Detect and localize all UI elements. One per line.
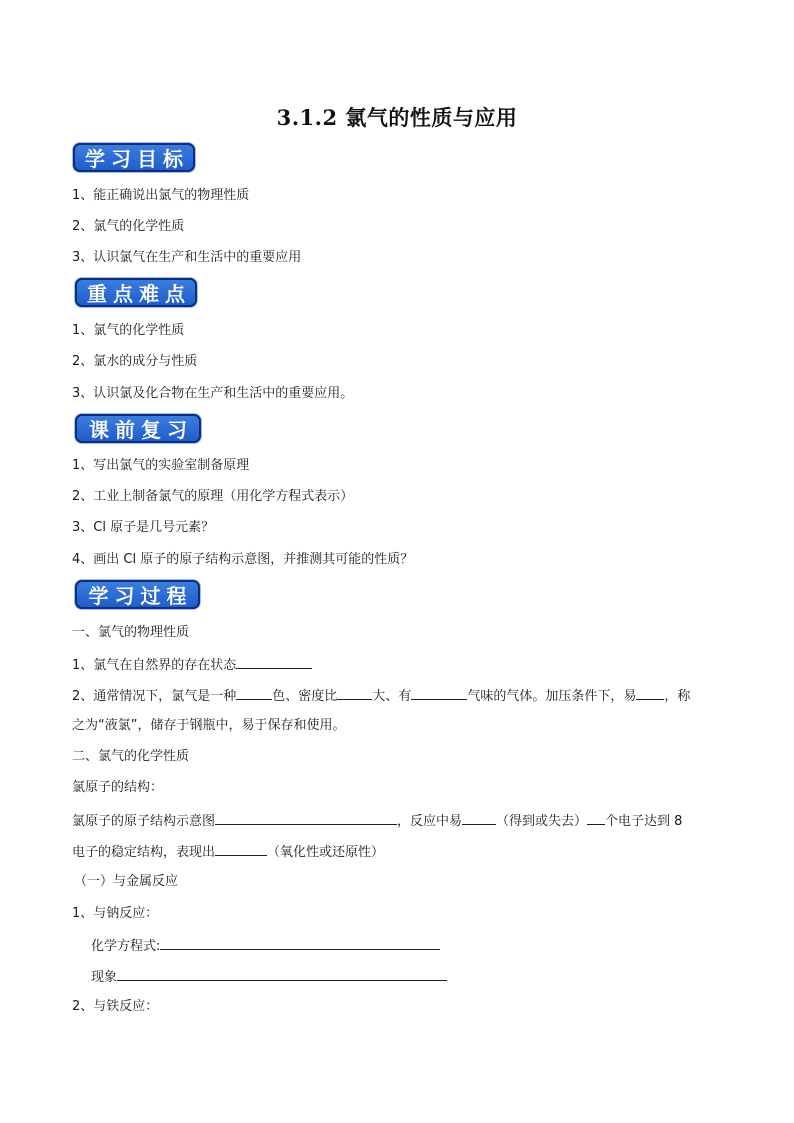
page-title: 3.1.2 氯气的性质与应用 [276,105,518,130]
question-text: 电子的稳定结构，表现出 [72,845,216,860]
question-text: 色、密度比 [272,689,338,704]
objective-item: 3、认识氯气在生产和生活中的重要应用 [72,250,302,265]
reaction-title: 2、与铁反应： [72,999,159,1014]
question-text: ，反应中易 [397,814,463,829]
answer-blank[interactable] [236,655,312,669]
part-title: 二、氯气的化学性质 [72,749,190,764]
physical-state-question [72,655,312,675]
question-text: 氯原子的原子结构示意图 [72,814,216,829]
answer-blank[interactable] [337,686,372,700]
section-badge-process: 学习过程 [75,580,200,609]
question-text: （得到或失去） [496,814,588,829]
answer-blank[interactable] [636,686,664,700]
part-title: 一、氯气的物理性质 [72,625,190,640]
answer-blank[interactable] [411,686,467,700]
answer-blank[interactable] [215,842,267,856]
answer-blank[interactable] [236,686,272,700]
key-point-item: 3、认识氯及化合物在生产和生活中的重要应用。 [72,386,354,401]
question-text: 1、氯气在自然界的存在状态 [72,658,237,673]
answer-blank[interactable] [117,967,447,981]
objective-item: 2、氯气的化学性质 [72,219,185,234]
section-badge-review: 课前复习 [75,414,201,443]
answer-blank[interactable] [587,811,605,825]
review-item: 2、工业上制备氯气的原理（用化学方程式表示） [72,489,354,504]
physical-properties-question [72,686,690,706]
section-badge-objectives: 学习目标 [73,143,195,172]
structure-label: 氯原子的结构： [72,780,164,795]
answer-blank[interactable] [215,811,397,825]
subsection-title: （一）与金属反应 [74,874,179,889]
review-item: 4、画出 Cl 原子的原子结构示意图，并推测其可能的性质？ [72,552,414,567]
equation-line [91,936,440,956]
reaction-title: 1、与钠反应： [72,906,159,921]
answer-blank[interactable] [462,811,496,825]
phenomenon-line [91,967,447,987]
review-item: 3、Cl 原子是几号元素？ [72,520,215,535]
equation-label: 化学方程式: [91,939,161,954]
key-point-item: 1、氯气的化学性质 [72,323,185,338]
phenomenon-label: 现象 [91,970,118,985]
atomic-structure-question [72,811,682,831]
question-text: 2、通常情况下，氯气是一种 [72,689,237,704]
question-text: （氧化性或还原性） [267,845,385,860]
physical-properties-continued: 之为“液氯”，储存于钢瓶中，易于保存和使用。 [72,718,346,733]
question-text: 个电子达到 8 [605,814,683,829]
question-text: 大、有 [372,689,412,704]
key-point-item: 2、氯水的成分与性质 [72,354,198,369]
section-badge-key-points: 重点难点 [75,278,197,307]
question-text: 气味的气体。加压条件下，易 [467,689,637,704]
answer-blank[interactable] [160,936,440,950]
objective-item: 1、能正确说出氯气的物理性质 [72,188,250,203]
atomic-structure-continued [72,842,384,862]
review-item: 1、写出氯气的实验室制备原理 [72,458,250,473]
question-text: ，称 [664,689,691,704]
